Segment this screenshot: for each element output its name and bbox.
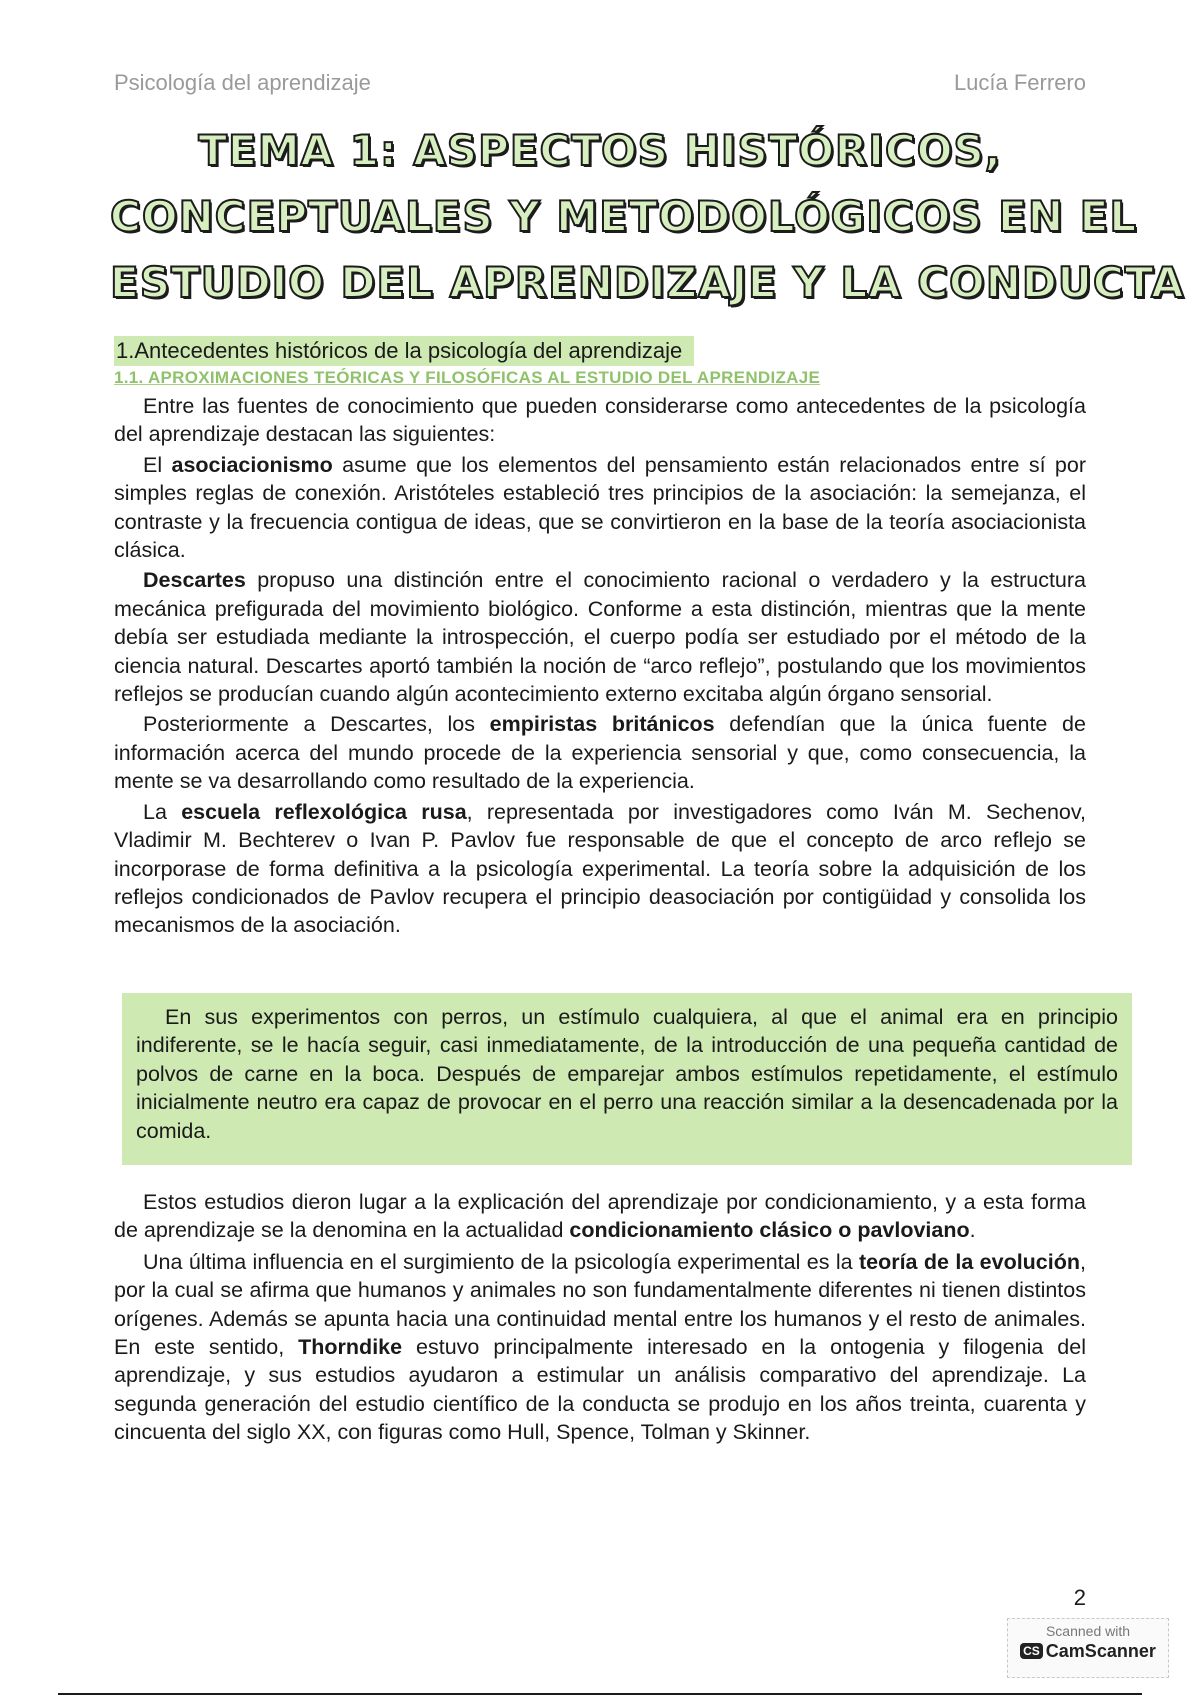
body-text-upper xyxy=(114,392,1086,942)
term-condicionamiento: condicionamiento clásico o pavloviano xyxy=(569,1218,970,1243)
term-escuela-rusa: escuela reflexológica rusa xyxy=(181,799,467,824)
paragraph-evolucion: Una última influencia en el surgimiento de la psicología experimental es la teoría de la evolución, por la cual se afirma que humanos y animales no son fundamentalmente diferentes ni tienen distintos orígenes. Además se apunta hacia una continuidad mental entre los humanos y el resto de animales. En este sentido, Thorndike estuvo principalmente interesado en la ontogenia y filogenia del aprendizaje, y sus estudios ayudaron a estimular un análisis comparativo del aprendizaje. La segunda generación del estudio científico de la conducta se produjo en los años treinta, cuarenta y cincuenta del siglo XX, con figuras como Hull, Spence, Tolman y Skinner. xyxy=(114,1249,1086,1445)
scanner-caption: Scanned with xyxy=(1045,1623,1131,1639)
title-line-3: ESTUDIO DEL APRENDIZAJE Y LA CONDUCTA xyxy=(110,258,1185,307)
subsection-heading: 1.1. APROXIMACIONES TEÓRICAS Y FILOSÓFICAS AL ESTUDIO DEL APRENDIZAJE xyxy=(114,368,821,387)
paragraph-intro: Entre las fuentes de conocimiento que pueden considerarse como antecedentes de la psicología del aprendizaje destacan las siguientes: xyxy=(114,394,1086,447)
highlight-box xyxy=(122,993,1132,1165)
term-asociacionismo: asociacionismo xyxy=(171,452,333,477)
bottom-divider xyxy=(58,1693,1142,1695)
scanner-brand: CS CamScanner xyxy=(1008,1641,1168,1662)
term-empiristas: empiristas británicos xyxy=(489,712,715,737)
paragraph-descartes: Descartes propuso una distinción entre el conocimiento racional o verdadero y la estructura mecánica prefigurada del movimiento biológico. Conforme a esta distinción, mientras que la mente debía ser estudiada mediante la introspección, el cuerpo podía ser estudiado por el método de la ciencia natural. Descartes aportó también la noción de “arco reflejo”, postulando que los movimientos reflejos se producían cuando algún acontecimiento externo excitaba algún órgano sensorial. xyxy=(114,568,1086,707)
page-number: 2 xyxy=(1073,1585,1086,1610)
paragraph-condicionamiento: Estos estudios dieron lugar a la explicación del aprendizaje por condicionamiento, y a esta forma de aprendizaje se la denomina en la actualidad condicionamiento clásico o pavloviano. xyxy=(114,1190,1086,1243)
body-text-lower xyxy=(114,1188,1086,1450)
paragraph-asociacionismo: El asociacionismo asume que los elementos del pensamiento están relacionados entre sí por simples reglas de conexión. Aristóteles estableció tres principios de la asociación: la semejanza, el contraste y la frecuencia contigua de ideas, que se convirtieron en la base de la teoría asociacionista clásica. xyxy=(114,452,1086,563)
title-line-2: CONCEPTUALES Y METODOLÓGICOS EN EL xyxy=(110,192,1138,241)
page-title xyxy=(110,118,1185,316)
term-evolucion: teoría de la evolución xyxy=(858,1249,1081,1274)
header-author: Lucía Ferrero xyxy=(953,70,1086,95)
camscanner-stamp xyxy=(1007,1618,1169,1678)
paragraph-escuela-rusa: La escuela reflexológica rusa, representada por investigadores como Iván M. Sechenov, Vladimir M. Bechterev o Ivan P. Pavlov fue responsable de que el concepto de arco reflejo se incorporase de forma definitiva a la psicología experimental. La teoría sobre la adquisición de los reflejos condicionados de Pavlov recupera el principio deasociación por contigüidad y consolida los mecanismos de la asociación. xyxy=(114,799,1086,938)
header-subject: Psicología del aprendizaje xyxy=(114,70,371,95)
paragraph-empiristas: Posteriormente a Descartes, los empiristas británicos defendían que la única fuente de información acerca del mundo procede de la experiencia sensorial y que, como consecuencia, la mente se va desarrollando como resultado de la experiencia. xyxy=(114,712,1086,794)
section-heading: 1.Antecedentes históricos de la psicología del aprendizaje xyxy=(114,336,694,366)
term-thorndike: Thorndike xyxy=(298,1335,403,1360)
callout-text: En sus experimentos con perros, un estímulo cualquiera, al que el animal era en principio indiferente, se le hacía seguir, casi inmediatamente, de la introducción de una pequeña cantidad de polvos de carne en la boca. Después de emparejar ambos estímulos repetidamente, el estímulo inicialmente neutro era capaz de provocar en el perro una reacción similar a la desencadenada por la comida. xyxy=(136,1005,1118,1143)
camscanner-logo-icon: CS xyxy=(1020,1643,1043,1659)
term-descartes: Descartes xyxy=(143,568,246,593)
title-line-1: TEMA 1: ASPECTOS HISTÓRICOS, xyxy=(198,126,1002,175)
